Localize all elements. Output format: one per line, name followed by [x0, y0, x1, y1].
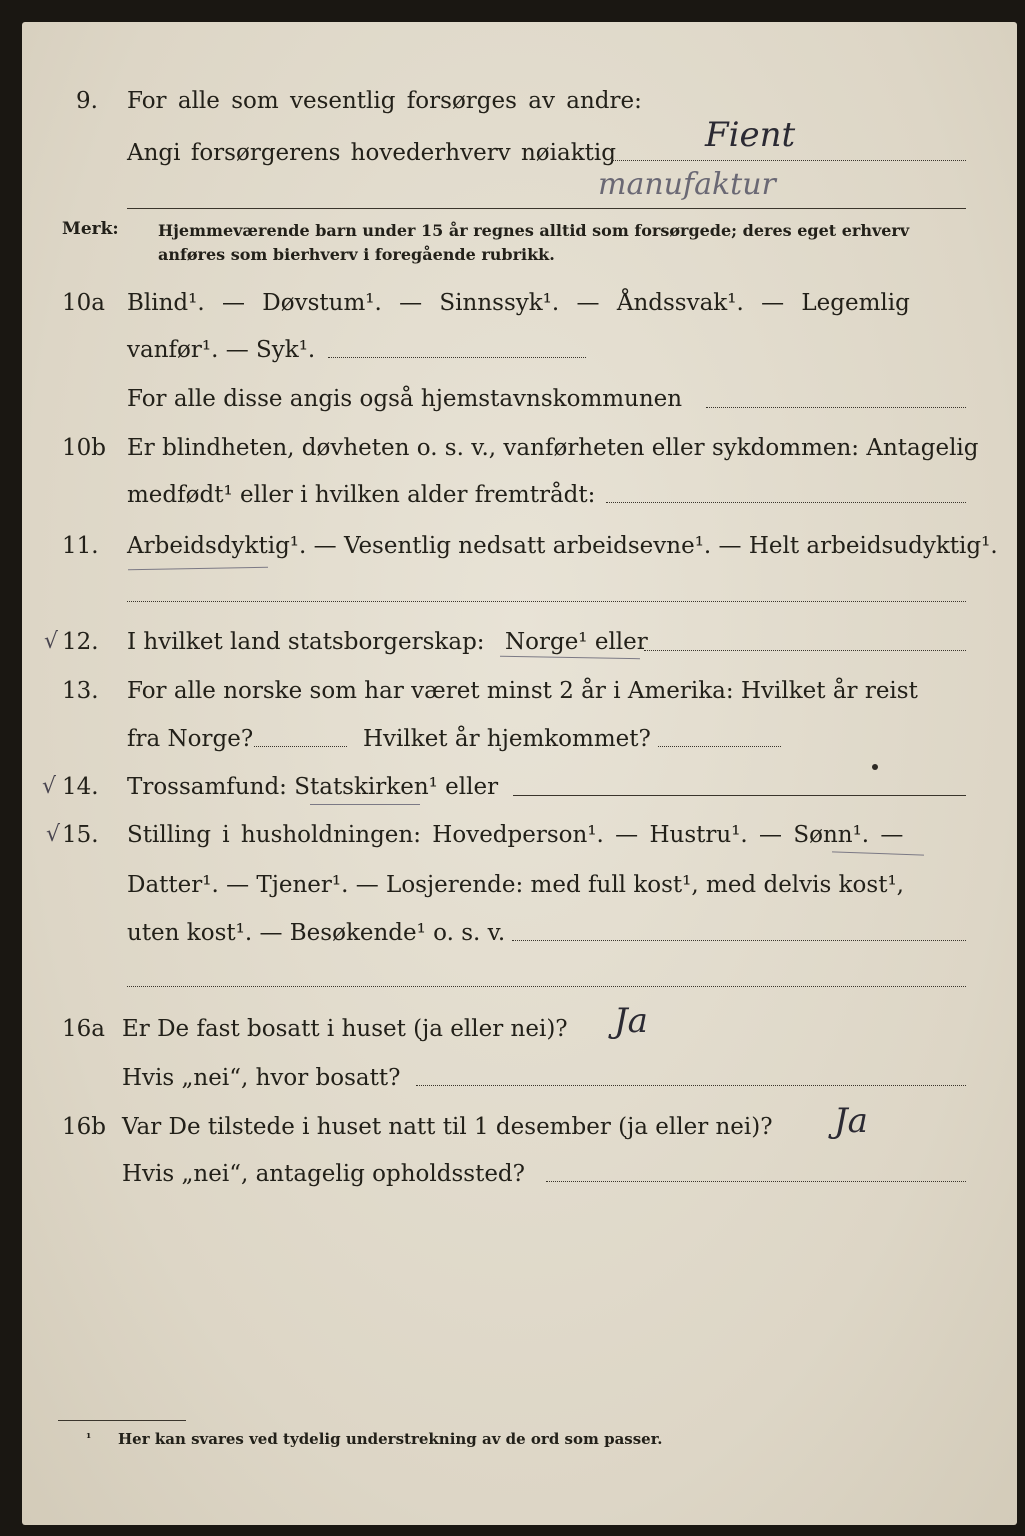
q13-line2b: Hvilket år hjemkommet?	[363, 726, 651, 752]
q16b-answer-line[interactable]	[546, 1181, 966, 1182]
q11-number: 11.	[62, 533, 99, 559]
q9-number: 9.	[76, 88, 98, 114]
q12-line1: I hvilket land statsborgerskap:	[127, 629, 485, 655]
q13-hjemkommet-line[interactable]	[658, 746, 781, 747]
q15-extra-line[interactable]	[127, 986, 966, 987]
q16a-handwritten-answer: Ja	[614, 1001, 648, 1041]
q16a-answer-line[interactable]	[416, 1085, 966, 1086]
q16b-number: 16b	[62, 1114, 106, 1140]
q11-line1: Arbeidsdyktig¹. — Vesentlig nedsatt arbeidsevne¹. — Helt arbeidsudyktig¹.	[127, 533, 998, 559]
q10a-line2: vanfør¹. — Syk¹.	[127, 337, 316, 363]
q9-line1: For alle som vesentlig forsørges av andre:	[127, 88, 642, 114]
q9-line2: Angi forsørgerens hovederhverv nøiaktig	[127, 140, 616, 166]
q10a-answer-line[interactable]	[328, 357, 586, 358]
q14-number: 14.	[62, 774, 99, 800]
q15-line1: Stilling i husholdningen: Hovedperson¹. — Hustru¹. — Sønn¹. —	[127, 822, 904, 848]
merk-line1: Hjemmeværende barn under 15 år regnes alltid som forsørgede; deres eget erhverv	[158, 221, 910, 240]
q10a-line1: Blind¹. — Døvstum¹. — Sinnssyk¹. — Åndssvak¹. — Legemlig	[127, 290, 910, 316]
merk-label: Merk:	[62, 219, 119, 239]
q10b-number: 10b	[62, 435, 106, 461]
q10a-hjemstavn-line[interactable]	[706, 407, 966, 408]
q14-answer-line[interactable]	[513, 795, 966, 796]
q10a-number: 10a	[62, 290, 105, 316]
q13-reist-line[interactable]	[254, 746, 347, 747]
q15-answer-line[interactable]	[512, 940, 966, 941]
ink-speck	[872, 764, 878, 770]
q11-answer-line[interactable]	[127, 601, 966, 602]
q13-line2a: fra Norge?	[127, 726, 254, 752]
q16b-handwritten-answer: Ja	[834, 1101, 868, 1141]
q12-check-mark-icon: √	[44, 629, 59, 654]
q15-number: 15.	[62, 822, 99, 848]
footnote-separator	[58, 1420, 186, 1421]
footnote-text: Her kan svares ved tydelig understrekning av de ord som passer.	[118, 1430, 663, 1448]
q13-number: 13.	[62, 678, 99, 704]
merk-line2: anføres som bierhverv i foregående rubrikk.	[158, 245, 555, 264]
q15-line2: Datter¹. — Tjener¹. — Losjerende: med full kost¹, med delvis kost¹,	[127, 872, 904, 898]
footnote-mark: ¹	[86, 1431, 92, 1445]
q14-check-mark-icon: √	[42, 774, 57, 799]
q16b-line1: Var De tilstede i huset natt til 1 desember (ja eller nei)?	[122, 1114, 773, 1140]
q12-number: 12.	[62, 629, 99, 655]
q14-underline-mark	[310, 804, 420, 805]
q15-line3: uten kost¹. — Besøkende¹ o. s. v.	[127, 920, 506, 946]
q16a-line2: Hvis „nei“, hvor bosatt?	[122, 1065, 401, 1091]
q14-line1: Trossamfund: Statskirken¹ eller	[127, 774, 499, 800]
q9-answer-line1[interactable]	[612, 160, 966, 161]
q15-check-mark-icon: √	[46, 822, 61, 847]
q16a-line1: Er De fast bosatt i huset (ja eller nei)?	[122, 1016, 568, 1042]
q13-line1: For alle norske som har været minst 2 år i Amerika: Hvilket år reist	[127, 678, 918, 704]
q10b-line2: medfødt¹ eller i hvilken alder fremtrådt:	[127, 482, 596, 508]
q9-answer-line2[interactable]	[127, 208, 966, 209]
q10b-line1: Er blindheten, døvheten o. s. v., vanførheten eller sykdommen: Antagelig	[127, 435, 979, 461]
q16b-line2: Hvis „nei“, antagelig opholdssted?	[122, 1161, 525, 1187]
q9-handwritten-answer-1: Fient	[705, 115, 796, 155]
q12-answer-line[interactable]	[644, 650, 966, 651]
q16a-number: 16a	[62, 1016, 105, 1042]
q12-option-norge[interactable]: Norge¹ eller	[505, 629, 648, 655]
q10a-line3: For alle disse angis også hjemstavnskommunen	[127, 386, 683, 412]
q10b-answer-line[interactable]	[606, 502, 966, 503]
q9-handwritten-answer-2: manufaktur	[598, 167, 776, 202]
